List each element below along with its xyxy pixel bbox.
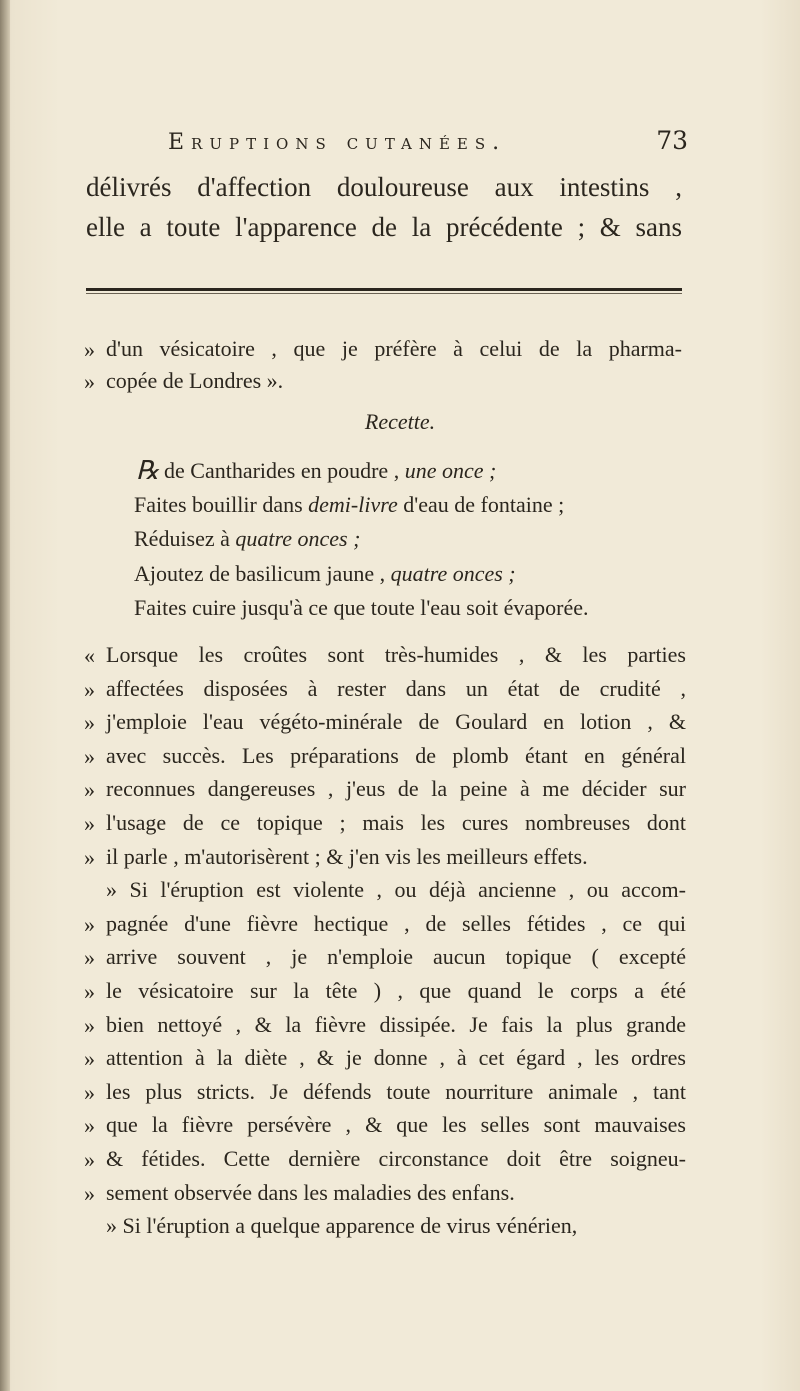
section-divider [86, 288, 682, 291]
quote-line: attention à la diète , & je donne , à cet égard , les ordres [106, 1045, 686, 1071]
quote-line: il parle , m'autorisèrent ; & j'en vis les meilleurs effets. [106, 843, 588, 869]
recipe-text: de Cantharides en poudre , [164, 458, 405, 483]
quote-mark: » [84, 369, 95, 394]
recipe-symbol: ℞ [136, 456, 160, 485]
intro-line-1: délivrés d'affection douloureuse aux intestins , [86, 172, 682, 202]
recipe-line-3 [134, 526, 360, 552]
quote-mark: » [84, 1046, 95, 1072]
quote-mark: » [84, 1147, 95, 1172]
quote-line: j'emploie l'eau végéto-minérale de Goulard en lotion , & [106, 709, 686, 735]
quote-line: pagnée d'une fièvre hectique , de selles fétides , ce qui [106, 910, 686, 936]
quote-mark: » [84, 1180, 95, 1206]
quote-mark: » [84, 1012, 95, 1038]
page-header [168, 126, 688, 166]
recipe-line-4 [134, 561, 516, 587]
recipe-text: Réduisez à [134, 526, 236, 551]
quote-line: avec succès. Les préparations de plomb étant en général [106, 742, 686, 768]
recipe-text: Faites bouillir dans [134, 492, 309, 517]
quote-line: & fétides. Cette dernière circonstance doit être soigneu- [106, 1146, 686, 1171]
intro-line-2: elle a toute l'apparence de la précédente ; & sans [86, 212, 682, 242]
quote-intro-line-1: d'un vésicatoire , que je préfère à celui de la pharma- [106, 336, 682, 361]
quote-line: les plus stricts. Je défends toute nourriture animale , tant [106, 1078, 686, 1104]
quote-mark: » [84, 1113, 95, 1139]
quote-mark: » [84, 911, 95, 937]
quote-mark: « [84, 643, 95, 668]
quote-line: que la fièvre persévère , & que les selles sont mauvaises [106, 1112, 686, 1138]
quote-line: le vésicatoire sur la tête ) , que quand le corps a été [106, 978, 686, 1003]
recipe-line-1 [164, 458, 496, 484]
page-spine-shadow [0, 0, 10, 1391]
quote-mark: » [84, 743, 95, 769]
recipe-text: Faites cuire jusqu'à ce que toute l'eau soit évaporée. [134, 595, 589, 620]
quote-line: » Si l'éruption a quelque apparence de virus vénérien, [106, 1213, 578, 1239]
quote-mark: » [84, 777, 95, 803]
recipe-line-2 [134, 492, 564, 518]
quote-line: sement observée dans les maladies des enfans. [106, 1179, 515, 1205]
quote-mark: » [84, 676, 95, 702]
recipe-quantity: quatre onces ; [235, 526, 361, 551]
quote-mark: » [84, 811, 95, 836]
quote-line: bien nettoyé , & la fièvre dissipée. Je fais la plus grande [106, 1011, 686, 1037]
recipe-text-after: d'eau de fontaine ; [397, 492, 565, 517]
recipe-line-5 [134, 595, 588, 621]
quote-mark: » [84, 710, 95, 736]
quote-mark: » [84, 979, 95, 1004]
quote-mark: » [84, 1079, 95, 1105]
quote-line: arrive souvent , je n'emploie aucun topique ( excepté [106, 944, 686, 970]
quote-line: l'usage de ce topique ; mais les cures nombreuses dont [106, 810, 686, 835]
quote-mark: » [84, 337, 95, 362]
quote-mark: » [84, 945, 95, 971]
recipe-quantity: une once ; [404, 458, 497, 483]
quote-line: affectées disposées à rester dans un état de crudité , [106, 675, 686, 701]
recipe-text: Ajoutez de basilicum jaune , [134, 561, 391, 586]
recipe-quantity: demi-livre [308, 492, 398, 517]
recipe-title: Recette. [364, 409, 436, 434]
quote-line: Lorsque les croûtes sont très-humides , & les parties [106, 642, 686, 667]
quote-mark: » [84, 844, 95, 870]
quote-intro-line-2: copée de Londres ». [106, 368, 284, 393]
page-number: 73 [656, 126, 688, 155]
running-head: Eruptions cutanées. [168, 130, 507, 155]
quote-line: » Si l'éruption est violente , ou déjà ancienne , ou accom- [106, 877, 686, 903]
quote-line: reconnues dangereuses , j'eus de la peine à me décider sur [106, 776, 686, 802]
recipe-quantity: quatre onces ; [390, 561, 516, 586]
